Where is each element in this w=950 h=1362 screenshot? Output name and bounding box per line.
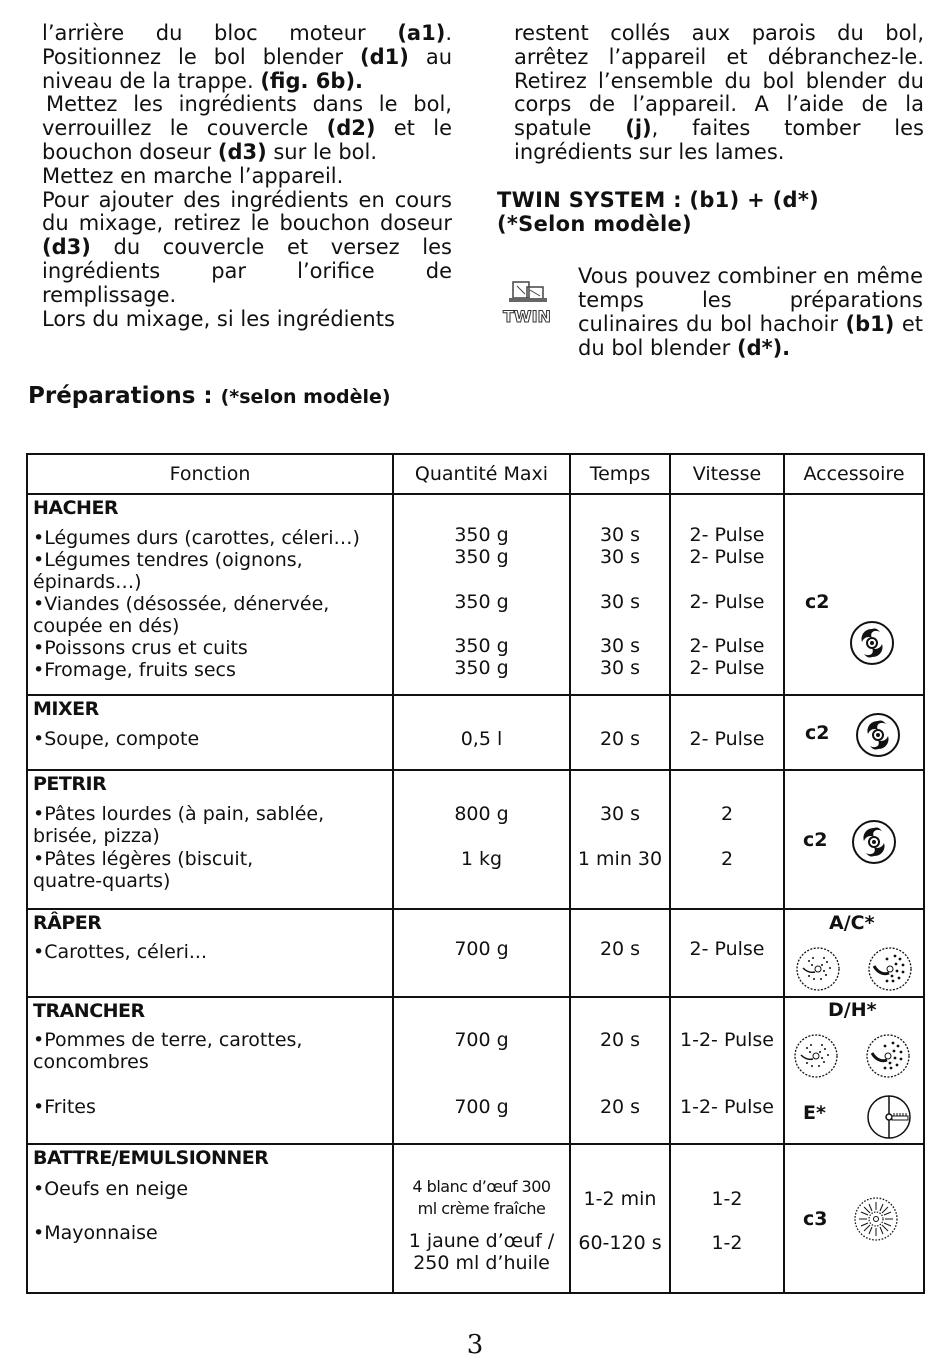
svg-text:TWIN: TWIN [503, 307, 551, 326]
left-text-column [42, 22, 452, 331]
quantity-value: 350 g [454, 524, 509, 546]
column-header: Temps [570, 454, 670, 494]
column-header: Vitesse [670, 454, 784, 494]
time-value: 20 s [599, 728, 641, 750]
column-header: Accessoire [784, 454, 924, 494]
table-row [27, 1144, 924, 1293]
paragraph: l’arrière du bloc moteur (a1). Positionnez le bol blender (d1) au niveau de la trappe. (fig. 6b). [42, 21, 453, 93]
list-item: épinards…) [33, 571, 142, 593]
table-row [27, 997, 924, 1144]
paragraph: Mettez les ingrédients dans le bol, verrouillez le couvercle (d2) et le bouchon doseur (d3) sur le bol. [42, 92, 452, 164]
speed-value: 1-2- Pulse [680, 1029, 774, 1051]
section-title: TRANCHER [33, 1000, 145, 1022]
list-item: •Carottes, céleri... [33, 941, 208, 963]
slicer-disc-icon [793, 1033, 839, 1079]
quantity-value: 350 g [454, 546, 509, 568]
time-value: 30 s [599, 657, 641, 679]
list-item: •Viandes (désossée, dénervée, [33, 593, 330, 615]
list-item: •Pâtes légères (biscuit, [33, 848, 254, 870]
part-ref: (a1) [397, 21, 446, 45]
time-value: 60-120 s [578, 1232, 662, 1254]
quantity-value: 350 g [454, 635, 509, 657]
quantity-value: 700 g [454, 938, 509, 960]
section-title: BATTRE/EMULSIONNER [33, 1147, 269, 1169]
time-value: 20 s [599, 938, 641, 960]
part-ref: (d1) [360, 44, 409, 69]
table-row [27, 909, 924, 997]
quantity-value: 700 g [454, 1029, 509, 1051]
table-row [27, 770, 924, 909]
figure-ref: (fig. 6b). [260, 68, 364, 93]
speed-value: 2- Pulse [689, 591, 765, 613]
accessory-label: E* [803, 1102, 826, 1124]
list-item: coupée en dés) [33, 615, 180, 637]
emulsifier-disc-icon [853, 1196, 899, 1242]
part-ref: (b1) [845, 312, 895, 336]
list-item: •Frites [33, 1096, 96, 1118]
page-number: 3 [466, 1330, 484, 1360]
blade-c2-icon [849, 620, 895, 666]
grater-disc-icon [795, 946, 841, 992]
quantity-value: 800 g [454, 803, 509, 825]
section-title: PETRIR [33, 773, 107, 795]
list-item: •Légumes durs (carottes, céleri…) [33, 527, 360, 549]
speed-value: 2- Pulse [689, 938, 765, 960]
right-text-column [514, 22, 924, 165]
list-item: concombres [33, 1051, 149, 1073]
blade-c2-icon [851, 819, 897, 865]
list-item: quatre-quarts) [33, 870, 171, 892]
quantity-value: 350 g [454, 591, 509, 613]
list-item: •Pâtes lourdes (à pain, sablée, [33, 803, 325, 825]
accessory-label: c2 [805, 722, 830, 744]
part-ref: (d*). [736, 336, 791, 360]
list-item: •Soupe, compote [33, 728, 200, 750]
quantity-value: 250 ml d’huile [413, 1252, 550, 1274]
slicer-disc-icon [865, 1033, 911, 1079]
quantity-value: 350 g [454, 657, 509, 679]
time-value: 30 s [599, 591, 641, 613]
speed-value: 1-2 [711, 1188, 743, 1210]
list-item: •Oeufs en neige [33, 1178, 189, 1200]
twin-system-heading: TWIN SYSTEM : (b1) + (d*) (*Selon modèle) [497, 188, 819, 236]
french-fry-disc-icon [866, 1094, 912, 1140]
speed-value: 2- Pulse [689, 635, 765, 657]
quantity-value: 4 blanc d’œuf 300 [412, 1177, 551, 1196]
list-item: •Fromage, fruits secs [33, 659, 236, 681]
grater-disc-icon [867, 946, 913, 992]
speed-value: 1-2 [711, 1232, 743, 1254]
quantity-value: 700 g [454, 1096, 509, 1118]
list-item: •Poissons crus et cuits [33, 637, 248, 659]
part-ref: (d3) [42, 235, 91, 260]
part-ref: (d3) [217, 139, 267, 164]
time-value: 20 s [599, 1096, 641, 1118]
accessory-label: A/C* [829, 912, 875, 934]
accessory-label: c2 [805, 591, 830, 613]
table-row [27, 494, 924, 695]
time-value: 30 s [599, 803, 641, 825]
accessory-label: c3 [803, 1208, 828, 1230]
quantity-value: ml crème fraîche [417, 1199, 546, 1218]
time-value: 1 min 30 [577, 848, 663, 870]
table-header-row [27, 454, 924, 494]
speed-value: 2- Pulse [689, 546, 765, 568]
time-value: 30 s [599, 635, 641, 657]
list-item: •Mayonnaise [33, 1222, 158, 1244]
list-item: •Pommes de terre, carottes, [33, 1029, 303, 1051]
column-header: Quantité Maxi [393, 454, 570, 494]
time-value: 20 s [599, 1029, 641, 1051]
preparations-heading: Préparations : (*selon modèle) [28, 383, 391, 409]
quantity-value: 1 jaune d’œuf / [408, 1230, 555, 1252]
twin-logo-icon [499, 280, 567, 326]
twin-system-text: Vous pouvez combiner en même temps les préparations culinaires du bol hachoir (b1) et du bol blender (d*). [578, 264, 923, 360]
speed-value: 2- Pulse [689, 728, 765, 750]
list-item: •Légumes tendres (oignons, [33, 549, 303, 571]
table-row [27, 695, 924, 770]
speed-value: 1-2- Pulse [680, 1096, 774, 1118]
time-value: 1-2 min [583, 1188, 657, 1210]
paragraph: restent collés aux parois du bol, arrêtez l’appareil et débranchez-le. Retirez l’ensemble du bol blender du corps de l’appareil. A l’aide de la spatule (j), faites tomber les ingrédients sur les lames. [514, 21, 924, 164]
paragraph: Mettez en marche l’appareil. [42, 163, 344, 188]
section-title: MIXER [33, 698, 99, 720]
preparations-table [26, 453, 925, 1294]
paragraph: Lors du mixage, si les ingrédients [42, 306, 395, 331]
paragraph: Pour ajouter des ingrédients en cours du mixage, retirez le bouchon doseur (d3) du couvercle et versez les ingrédients par l’orifice de remplissage. [42, 187, 452, 307]
part-ref: (j) [625, 116, 652, 141]
blade-c2-icon [855, 712, 901, 758]
time-value: 30 s [599, 546, 641, 568]
accessory-label: D/H* [828, 999, 877, 1021]
time-value: 30 s [599, 524, 641, 546]
list-item: brisée, pizza) [33, 825, 160, 847]
speed-value: 2- Pulse [689, 524, 765, 546]
speed-value: 2 [720, 848, 734, 870]
speed-value: 2 [720, 803, 734, 825]
section-title: RÂPER [33, 912, 102, 934]
section-title: HACHER [33, 497, 119, 519]
column-header: Fonction [27, 454, 393, 494]
quantity-value: 0,5 l [460, 728, 503, 750]
speed-value: 2- Pulse [689, 657, 765, 679]
accessory-label: c2 [803, 829, 828, 851]
quantity-value: 1 kg [460, 848, 503, 870]
part-ref: (d2) [326, 116, 376, 141]
